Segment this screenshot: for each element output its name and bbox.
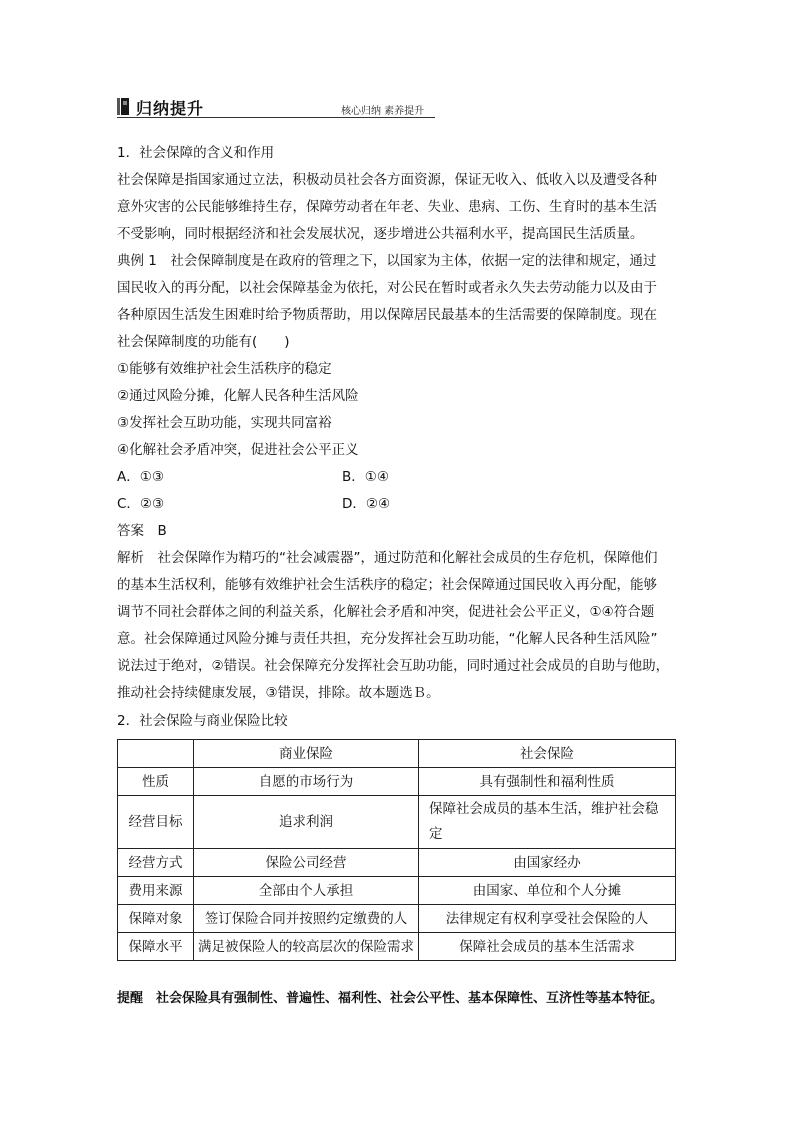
- table-cell: 法律规定有权利享受社会保险的人: [419, 905, 676, 933]
- reminder-text: 社会保险具有强制性、普遍性、福利性、社会公平性、基本保障性、互济性等基本特征。: [156, 991, 664, 1006]
- section1-para-line: 意外灾害的公民能够维持生存，保障劳动者在年老、失业、患病、工伤、生育时的基本生活: [117, 199, 657, 215]
- option-d: D．②④: [342, 496, 391, 512]
- header-subtitle: 核心归纳 素养提升: [341, 106, 425, 117]
- section1-para-line: 不受影响，同时根据经济和社会发展状况，逐步增进公共福利水平，提高国民生活质量。: [117, 226, 644, 242]
- table-cell: 经营方式: [118, 849, 194, 877]
- table-cell: 满足被保险人的较高层次的保险需求: [194, 933, 419, 961]
- option-c: C．②③: [117, 496, 165, 512]
- table-header-cell: [118, 740, 194, 768]
- table-cell: 保障社会成员的基本生活，维护社会稳定: [419, 796, 676, 849]
- table-cell: 自愿的市场行为: [194, 768, 419, 796]
- comparison-table: [117, 739, 676, 961]
- table-cell: 性质: [118, 768, 194, 796]
- example-text-line: 各种原因生活发生困难时给予物质帮助，用以保障居民最基本的生活需要的保障制度。现在: [117, 307, 657, 323]
- analysis-line: 社会保障作为精巧的“社会减震器”，通过防范和化解社会成员的生存危机，保障他们: [157, 550, 658, 566]
- answer-value: B: [157, 523, 167, 539]
- example-label: 典例 1: [117, 253, 157, 269]
- analysis-line: 意。社会保障通过风险分摊与责任共担，充分发挥社会互助功能，“化解人民各种生活风险”: [117, 631, 658, 647]
- table-cell: 费用来源: [118, 877, 194, 905]
- statement-4: ④化解社会矛盾冲突，促进社会公平正义: [117, 442, 359, 458]
- table-cell: 保障水平: [118, 933, 194, 961]
- table-row: [118, 796, 676, 849]
- example-first-line: [117, 252, 656, 270]
- table-cell: 具有强制性和福利性质: [419, 768, 676, 796]
- table-cell: 全部由个人承担: [194, 877, 419, 905]
- table-cell: 保障对象: [118, 905, 194, 933]
- table-row: [118, 933, 676, 961]
- table-cell: 经营目标: [118, 796, 194, 849]
- table-row: [118, 905, 676, 933]
- analysis-first-line: [117, 549, 658, 567]
- table-cell: 保险公司经营: [194, 849, 419, 877]
- table-cell: 签订保险合同并按照约定缴费的人: [194, 905, 419, 933]
- analysis-line: 调节不同社会群体之间的利益关系，化解社会矛盾和冲突，促进社会公平正义，①④符合题: [117, 604, 655, 620]
- analysis-line: 的基本生活权利，能够有效维护社会生活秩序的稳定；社会保障通过国民收入再分配，能够: [117, 577, 657, 593]
- analysis-line: 说法过于绝对，②错误。社会保障充分发挥社会互助功能，同时通过社会成员的自助与他助，: [117, 658, 670, 674]
- table-cell: 追求利润: [194, 796, 419, 849]
- statement-1: ①能够有效维护社会生活秩序的稳定: [117, 361, 332, 377]
- answer-label: 答案: [117, 523, 144, 539]
- section-header: [117, 96, 435, 118]
- table-header-row: [118, 740, 676, 768]
- statement-3: ③发挥社会互助功能，实现共同富裕: [117, 415, 332, 431]
- analysis-label: 解析: [117, 550, 144, 566]
- table-row: [118, 877, 676, 905]
- table-cell: 由国家经办: [419, 849, 676, 877]
- header-mark-icon: [117, 98, 129, 115]
- table-header-cell: 商业保险: [194, 740, 419, 768]
- statement-2: ②通过风险分摊，化解人民各种生活风险: [117, 388, 359, 404]
- section1-para-line: 社会保障是指国家通过立法，积极动员社会各方面资源，保证无收入、低收入以及遭受各种: [117, 172, 657, 188]
- section2-heading: 2．社会保险与商业保险比较: [117, 713, 288, 729]
- option-a: A．①③: [117, 469, 164, 485]
- example-text-line: 国民收入的再分配，以社会保障基金为依托，对公民在暂时或者永久失去劳动能力以及由于: [117, 280, 657, 296]
- table-cell: 由国家、单位和个人分摊: [419, 877, 676, 905]
- header-title: 归纳提升: [136, 99, 205, 118]
- table-row: [118, 849, 676, 877]
- table-row: [118, 768, 676, 796]
- example-text-line: 社会保障制度是在政府的管理之下，以国家为主体，依据一定的法律和规定，通过: [170, 253, 657, 269]
- reminder-label: 提醒: [117, 991, 144, 1006]
- example-text-line: 社会保障制度的功能有( ): [117, 334, 290, 350]
- section1-heading: 1．社会保障的含义和作用: [117, 145, 275, 161]
- table-header-cell: 社会保险: [419, 740, 676, 768]
- answer-line: [117, 522, 167, 540]
- reminder-line: [117, 990, 663, 1008]
- header-divider: [117, 117, 435, 118]
- option-b: B．①④: [342, 469, 389, 485]
- table-cell: 保障社会成员的基本生活需求: [419, 933, 676, 961]
- analysis-line: 推动社会持续健康发展，③错误，排除。故本题选Ｂ。: [117, 685, 440, 701]
